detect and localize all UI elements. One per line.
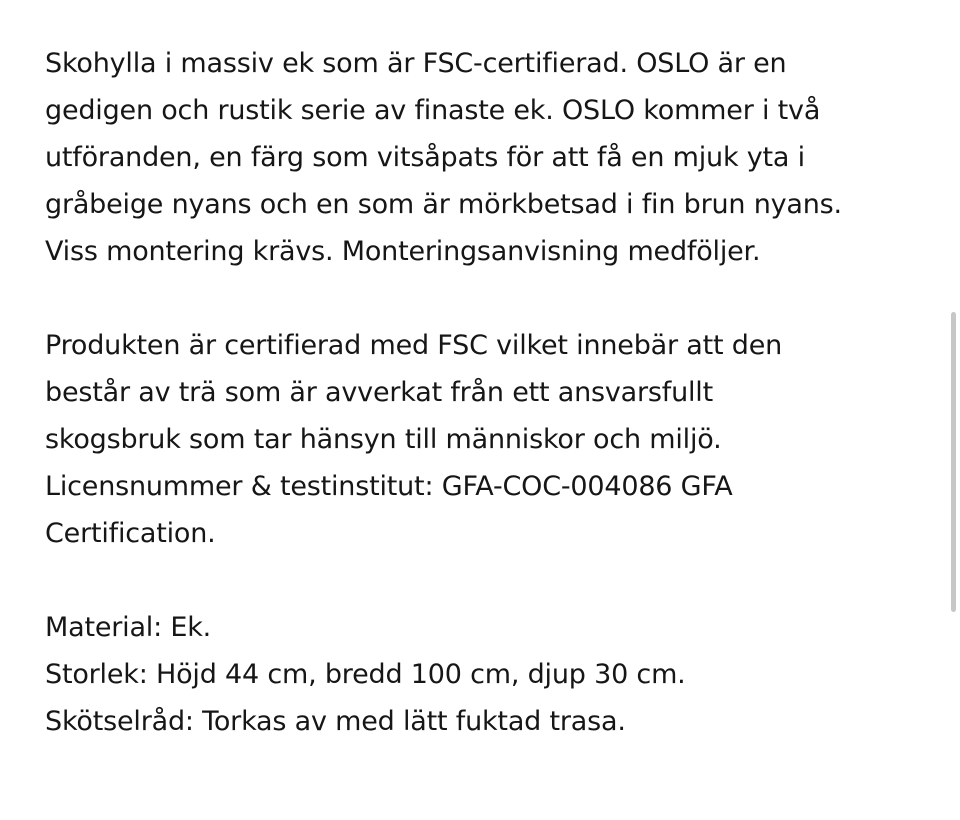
description-paragraph-certification bbox=[45, 322, 925, 557]
text-line: Produkten är certifierad med FSC vilket innebär att den bbox=[45, 330, 783, 361]
description-paragraph-specs bbox=[45, 604, 925, 745]
text-line: Certification. bbox=[45, 518, 216, 549]
text-line: Skohylla i massiv ek som är FSC-certifierad. OSLO är en bbox=[45, 48, 787, 79]
paragraph-spacer bbox=[45, 557, 925, 604]
text-line: gedigen och rustik serie av finaste ek. OSLO kommer i två bbox=[45, 95, 821, 126]
product-description bbox=[45, 40, 925, 745]
text-line: skogsbruk som tar hänsyn till människor och miljö. bbox=[45, 424, 722, 455]
text-line: Viss montering krävs. Monteringsanvisning medföljer. bbox=[45, 236, 761, 267]
paragraph-spacer bbox=[45, 275, 925, 322]
scrollbar-thumb[interactable] bbox=[951, 312, 956, 612]
text-line: består av trä som är avverkat från ett ansvarsfullt bbox=[45, 377, 713, 408]
spec-size: Storlek: Höjd 44 cm, bredd 100 cm, djup 30 cm. bbox=[45, 659, 686, 690]
spec-care: Skötselråd: Torkas av med lätt fuktad trasa. bbox=[45, 706, 626, 737]
description-paragraph-intro bbox=[45, 40, 925, 275]
text-line: gråbeige nyans och en som är mörkbetsad i fin brun nyans. bbox=[45, 189, 842, 220]
text-line: utföranden, en färg som vitsåpats för att få en mjuk yta i bbox=[45, 142, 805, 173]
spec-material: Material: Ek. bbox=[45, 612, 212, 643]
vertical-scrollbar[interactable] bbox=[948, 0, 960, 820]
text-line: Licensnummer & testinstitut: GFA-COC-004086 GFA bbox=[45, 471, 733, 502]
